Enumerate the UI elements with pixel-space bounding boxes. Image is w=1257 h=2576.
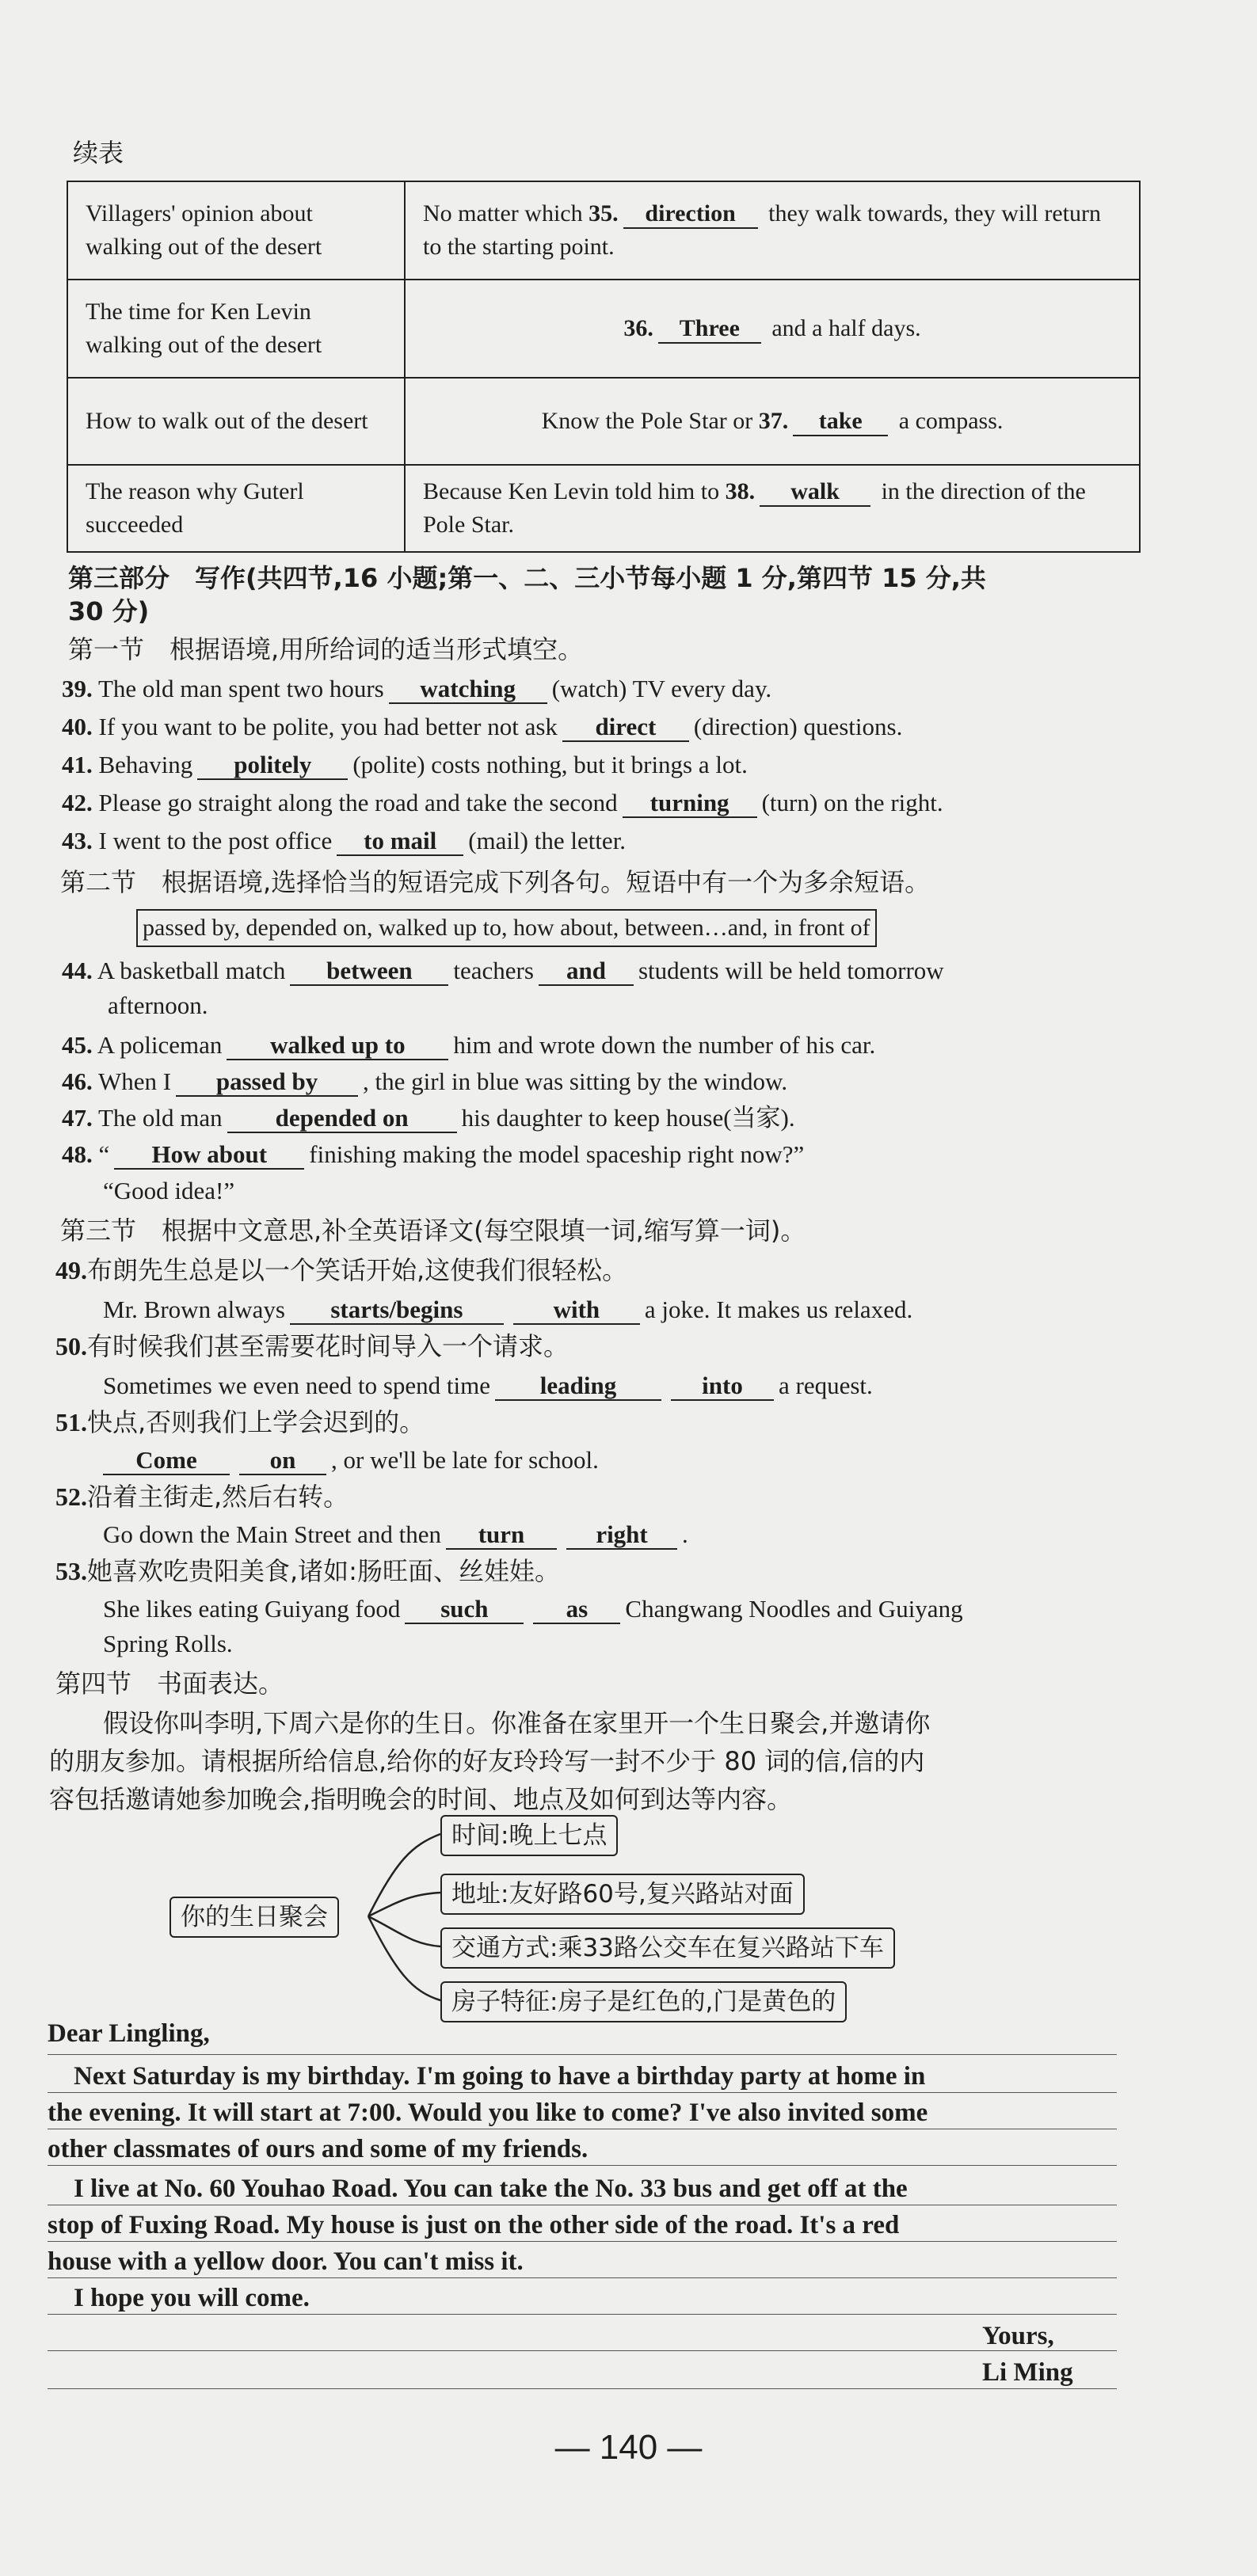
writing-rule <box>48 2388 1117 2389</box>
part3-heading-cont: 30 分) <box>68 596 150 626</box>
table-cell-right: No matter which 35. direction they walk towards, they will return to the starting point. <box>405 181 1140 280</box>
table-cell-left: The reason why Guterl succeeded <box>67 465 405 552</box>
phrase-box: passed by, depended on, walked up to, how about, between…and, in front of <box>136 909 877 947</box>
question-43: 43. I went to the post office to mail (mail) the letter. <box>62 827 627 854</box>
continued-label: 续表 <box>73 138 124 168</box>
question-53: She likes eating Guiyang food such as Changwang Noodles and Guiyang <box>103 1595 963 1623</box>
letter-line: the evening. It will start at 7:00. Would you like to come? I've also invited some <box>48 2098 928 2127</box>
question-52: Go down the Main Street and then turn right . <box>103 1520 688 1548</box>
table-cell-left: Villagers' opinion about walking out of the desert <box>67 181 405 280</box>
table-cell-left: How to walk out of the desert <box>67 378 405 465</box>
question-50: Sometimes we even need to spend time leading into a request. <box>103 1372 873 1399</box>
part3-heading: 第三部分 写作(共四节,16 小题;第一、二、三小节每小题 1 分,第四节 15 分,共 <box>68 563 986 593</box>
question-48: 48. “ How about finishing making the model spaceship right now?” <box>62 1140 805 1168</box>
mindmap-branch-time: 时间:晚上七点 <box>440 1815 618 1856</box>
question-47: 47. The old man depended on his daughter to keep house(当家). <box>62 1104 795 1132</box>
answer-blank-38: walk <box>760 478 870 507</box>
question-48-reply: “Good idea!” <box>103 1177 235 1204</box>
question-42: 42. Please go straight along the road and take the second turning (turn) on the right. <box>62 789 943 816</box>
table-cell-left: The time for Ken Levin walking out of the desert <box>67 280 405 378</box>
question-45: 45. A policeman walked up to him and wrote down the number of his car. <box>62 1031 876 1059</box>
section2-title: 第二节 根据语境,选择恰当的短语完成下列各句。短语中有一个为多余短语。 <box>60 867 931 897</box>
question-49: Mr. Brown always starts/begins with a joke. It makes us relaxed. <box>103 1296 913 1323</box>
writing-rule <box>48 2350 1117 2351</box>
prompt-line: 的朋友参加。请根据所给信息,给你的好友玲玲写一封不少于 80 词的信,信的内 <box>49 1746 925 1776</box>
letter-line: I live at No. 60 Youhao Road. You can take the No. 33 bus and get off at the <box>48 2175 908 2203</box>
letter-line: I hope you will come. <box>48 2284 310 2312</box>
question-52-cn: 52.沿着主街走,然后右转。 <box>55 1482 349 1512</box>
letter-closing: Yours, <box>982 2322 1054 2350</box>
mindmap-center: 你的生日聚会 <box>170 1897 339 1938</box>
table-cell-right: Know the Pole Star or 37. take a compass. <box>405 378 1140 465</box>
question-40: 40. If you want to be polite, you had better not ask direct (direction) questions. <box>62 713 903 740</box>
writing-rule <box>48 2314 1117 2315</box>
answer-blank-35: direction <box>623 200 758 229</box>
mindmap-branch-transport: 交通方式:乘33路公交车在复兴路站下车 <box>440 1927 895 1969</box>
prompt-line: 容包括邀请她参加晚会,指明晚会的时间、地点及如何到达等内容。 <box>49 1784 793 1814</box>
letter-greeting: Dear Lingling, <box>48 2019 210 2048</box>
question-44: 44. A basketball match between teachers and students will be held tomorrow <box>62 957 944 984</box>
letter-line: other classmates of ours and some of my friends. <box>48 2135 589 2163</box>
answer-blank-37: take <box>793 408 888 436</box>
writing-rule <box>48 2241 1117 2242</box>
question-51-cn: 51.快点,否则我们上学会迟到的。 <box>55 1407 425 1437</box>
section4-title: 第四节 书面表达。 <box>55 1669 284 1699</box>
question-46: 46. When I passed by , the girl in blue was sitting by the window. <box>62 1067 788 1095</box>
table-cell-right: 36. Three and a half days. <box>405 280 1140 378</box>
letter-signature: Li Ming <box>982 2358 1073 2387</box>
mindmap-branch-house: 房子特征:房子是红色的,门是黄色的 <box>440 1981 847 2022</box>
writing-rule <box>48 2054 1117 2055</box>
section1-title: 第一节 根据语境,用所给词的适当形式填空。 <box>68 634 584 664</box>
writing-rule <box>48 2165 1117 2166</box>
answer-blank-36: Three <box>658 315 761 344</box>
letter-line: Next Saturday is my birthday. I'm going to have a birthday party at home in <box>48 2062 926 2091</box>
letter-line: house with a yellow door. You can't miss it. <box>48 2247 524 2276</box>
prompt-line: 假设你叫李明,下周六是你的生日。你准备在家里开一个生日聚会,并邀请你 <box>103 1708 931 1738</box>
question-41: 41. Behaving politely (polite) costs nothing, but it brings a lot. <box>62 751 748 778</box>
question-49-cn: 49.布朗先生总是以一个笑话开始,这使我们很轻松。 <box>55 1255 628 1285</box>
page-number: — 140 — <box>554 2428 703 2467</box>
writing-rule <box>48 2092 1117 2093</box>
question-53-cont: Spring Rolls. <box>103 1630 233 1657</box>
question-50-cn: 50.有时候我们甚至需要花时间导入一个请求。 <box>55 1331 569 1361</box>
writing-rule <box>48 2277 1117 2278</box>
question-44-cont: afternoon. <box>108 991 208 1019</box>
section3-title: 第三节 根据中文意思,补全英语译文(每空限填一词,缩写算一词)。 <box>60 1216 806 1246</box>
question-53-cn: 53.她喜欢吃贵阳美食,诸如:肠旺面、丝娃娃。 <box>55 1556 560 1586</box>
mindmap-branch-address: 地址:友好路60号,复兴路站对面 <box>440 1874 805 1915</box>
table-cell-right: Because Ken Levin told him to 38. walk in the direction of the Pole Star. <box>405 465 1140 552</box>
question-39: 39. The old man spent two hours watching (watch) TV every day. <box>62 675 772 702</box>
question-51: Come on , or we'll be late for school. <box>98 1444 599 1476</box>
letter-line: stop of Fuxing Road. My house is just on the other side of the road. It's a red <box>48 2211 900 2239</box>
